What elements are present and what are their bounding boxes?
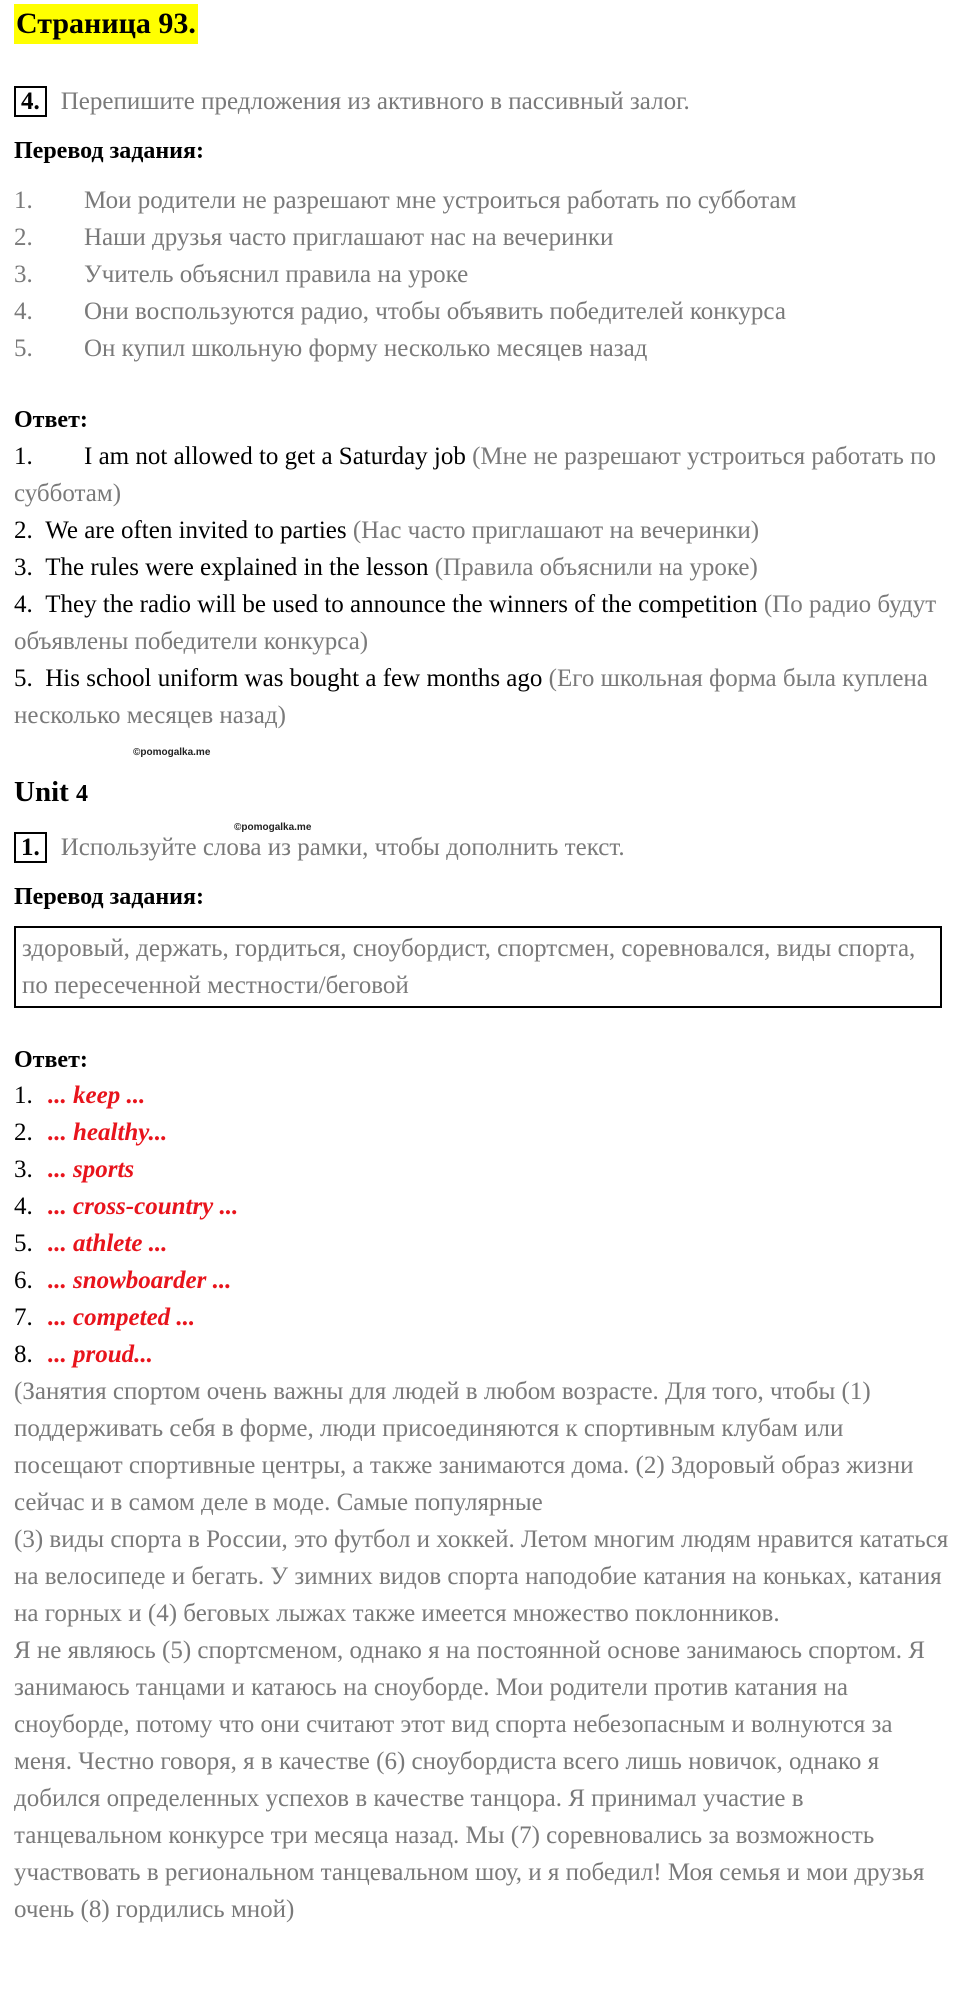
unit-word: Unit [14,776,69,808]
list-item: 1. Мои родители не разрешают мне устроиться работать по субботам [14,187,797,214]
answer-item: 7. ... competed ... [14,1304,196,1331]
answer-item: 3. The rules were explained in the lesson (Правила объяснили на уроке) [14,554,758,581]
task1-header [14,830,625,866]
translation-list [14,182,796,367]
task4-header [14,84,690,120]
page-title: Страница 93. [14,4,198,44]
answer-item: 6. ... snowboarder ... [14,1267,232,1294]
answer-heading: Ответ: [14,1047,88,1073]
answer-item: 5. ... athlete ... [14,1230,168,1257]
list-item: 2. Наши друзья часто приглашают нас на вечеринки [14,224,614,251]
answer-item: 2. We are often invited to parties (Нас часто приглашают на вечеринки) [14,517,760,544]
task-number-box: 1. [14,832,47,863]
word-box: здоровый, держать, гордиться, сноубордист, спортсмен, соревновался, виды спорта, по пересеченной местности/беговой [14,926,942,1008]
answer-item: 4. ... cross-country ... [14,1193,239,1220]
unit-number: 4 [76,781,89,807]
list-item: 5. Он купил школьную форму несколько месяцев назад [14,335,648,362]
watermark: ©pomogalka.me [234,822,312,833]
translation-heading: Перевод задания: [14,138,204,164]
answer-list [14,1077,238,1373]
answer-item: 2. ... healthy... [14,1119,168,1146]
list-item: 3. Учитель объяснил правила на уроке [14,261,469,288]
answer-item: 5. His school uniform was bought a few months ago (Его школьная форма была куплена несколько месяцев назад) [14,665,928,729]
answer-item: 3. ... sports [14,1156,135,1183]
task-instruction: Используйте слова из рамки, чтобы дополнить текст. [60,834,625,861]
translation-story [14,1373,954,1928]
answer-item: 4. They the radio will be used to announce the winners of the competition (По радио будут объявлены победители конкурса) [14,591,937,655]
answer-item: 1. ... keep ... [14,1082,146,1109]
story-paragraph: (Занятия спортом очень важны для людей в любом возрасте. Для того, чтобы (1) поддерживать себя в форме, люди присоединяются к спортивным клубам или посещают спортивные центры, а также занимаются дома. (2) Здоровый образ жизни сейчас и в самом деле в моде. Самые популярные [14,1378,914,1516]
translation-heading: Перевод задания: [14,884,204,910]
task-number-box: 4. [14,86,47,117]
answer-block [14,438,949,734]
unit-heading [14,772,88,814]
story-paragraph: Я не являюсь (5) спортсменом, однако я на постоянной основе занимаюсь спортом. Я занимаюсь танцами и катаюсь на сноуборде. Мои родители против катания на сноуборде, потому что они считают этот вид спорта небезопасным и волнуются за меня. Честно говоря, я в качестве (6) сноубордиста всего лишь новичок, однако я добился определенных успехов в качестве танцора. Я принимал участие в танцевальном конкурсе три месяца назад. Мы (7) соревновались за возможность участвовать в региональном танцевальном шоу, и я победил! Моя семья и мои друзья очень (8) гордились мной) [14,1637,925,1923]
watermark: ©pomogalka.me [133,747,211,758]
answer-item: 1. I am not allowed to get a Saturday job (Мне не разрешают устроиться работать по субботам) [14,443,937,507]
answer-heading: Ответ: [14,407,88,433]
list-item: 4. Они воспользуются радио, чтобы объявить победителей конкурса [14,298,786,325]
task-instruction: Перепишите предложения из активного в пассивный залог. [60,88,690,115]
story-paragraph: (3) виды спорта в России, это футбол и хоккей. Летом многим людям нравится кататься на велосипеде и бегать. У зимних видов спорта наподобие катания на коньках, катания на горных и (4) беговых лыжах также имеется множество поклонников. [14,1526,949,1627]
answer-item: 8. ... proud... [14,1341,153,1368]
